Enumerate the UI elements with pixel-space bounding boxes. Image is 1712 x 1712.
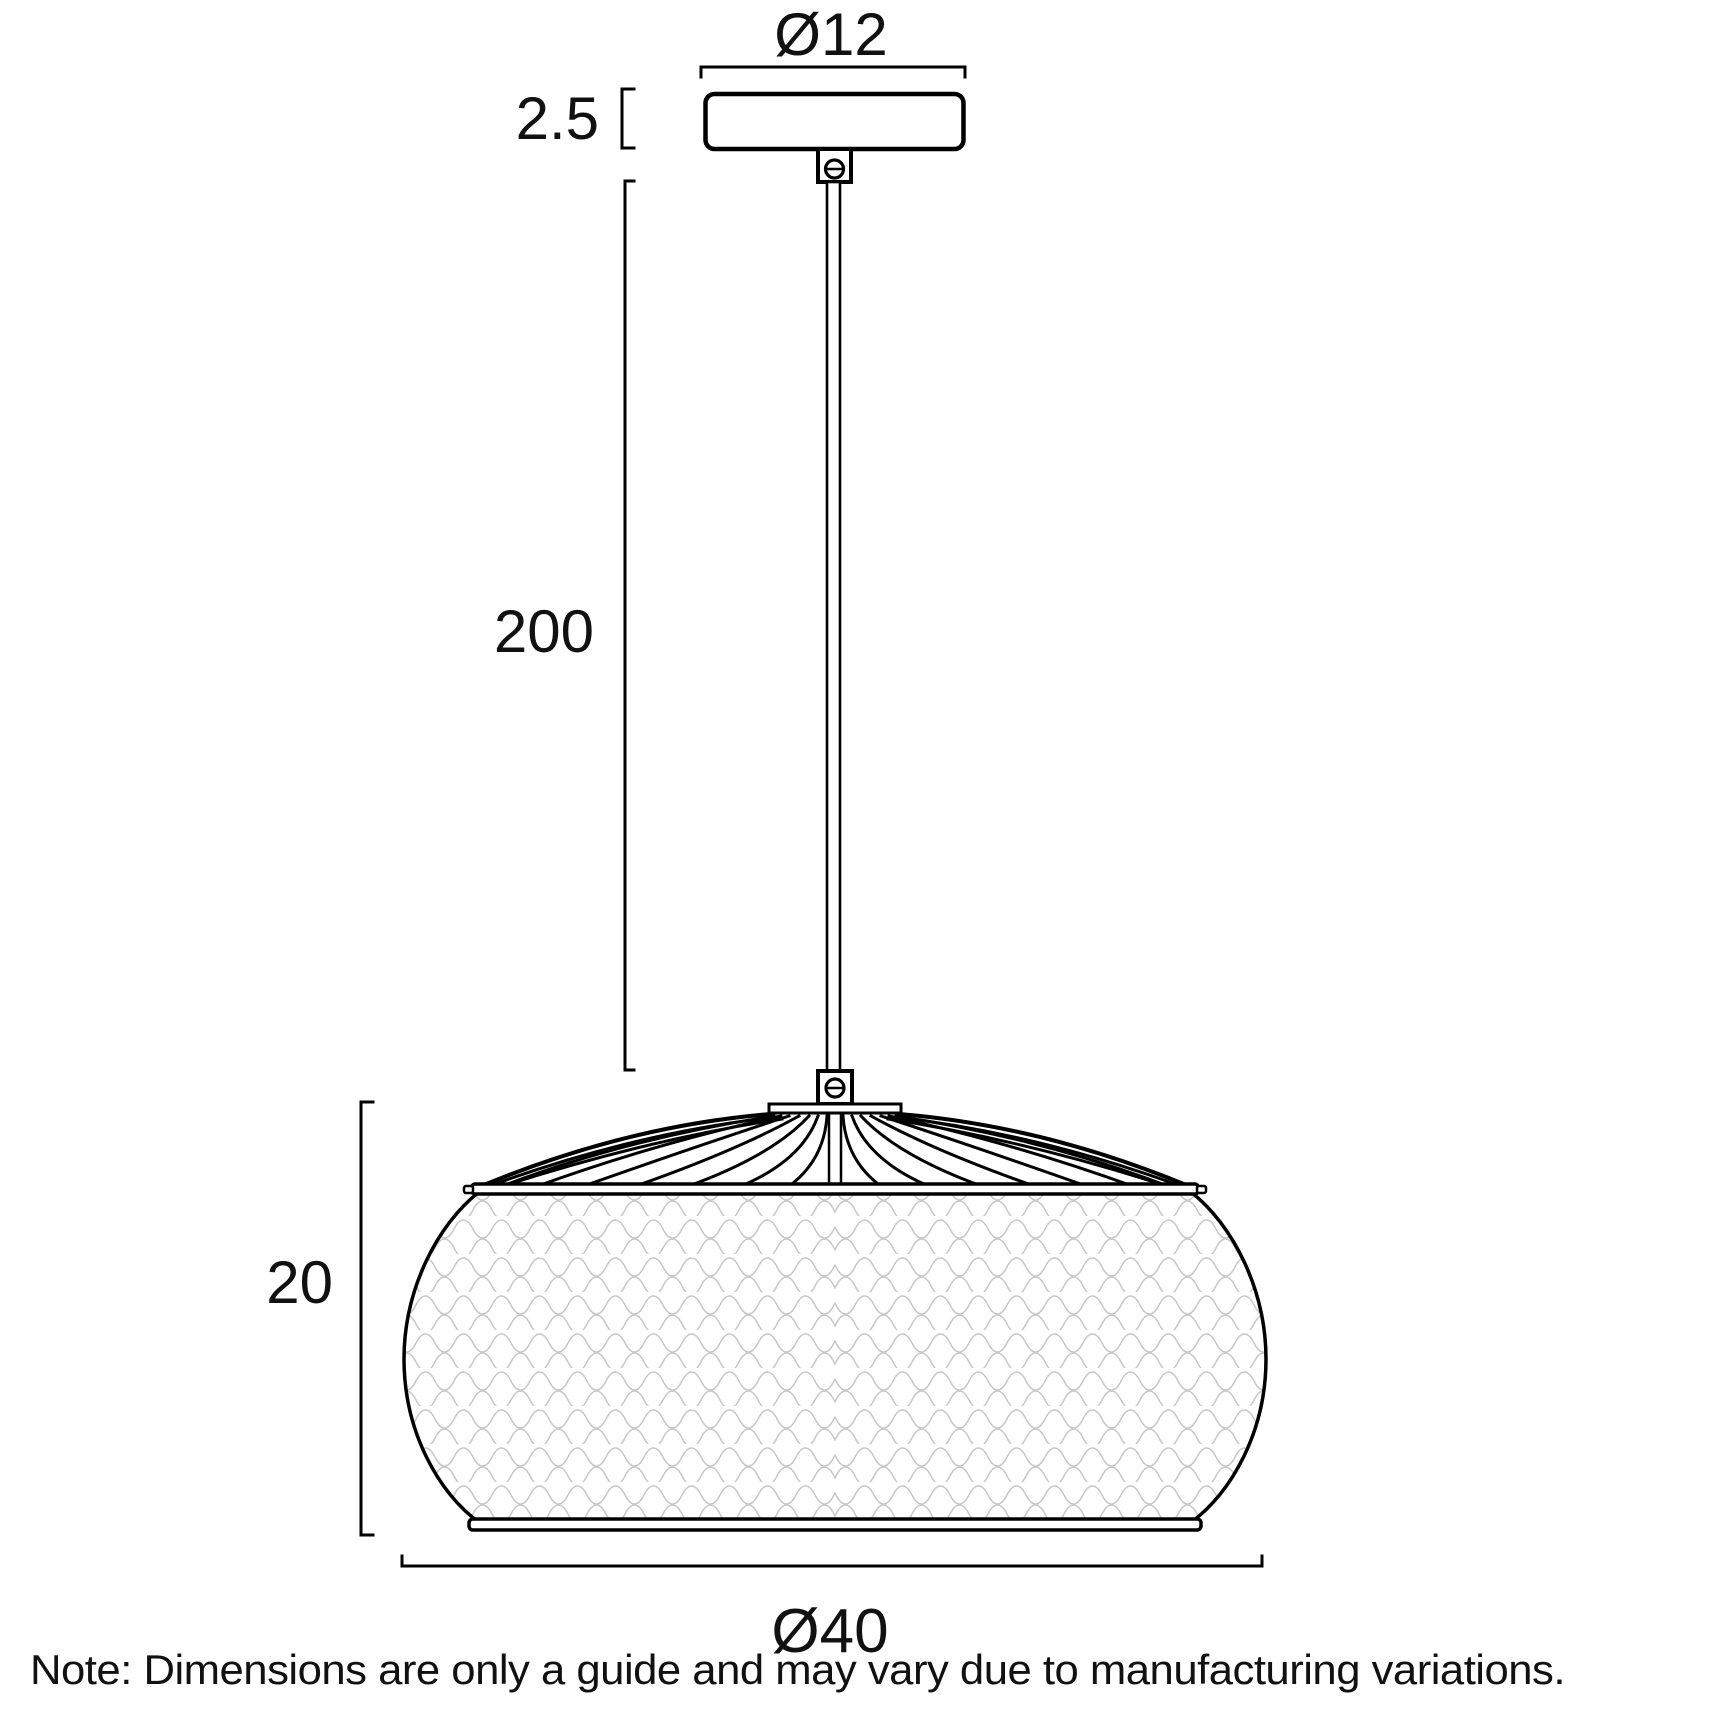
- canopy-height-dim-bracket: [622, 89, 634, 148]
- shade-top-rim: [472, 1184, 1198, 1194]
- weave-texture-left: [404, 1188, 835, 1528]
- ceiling-canopy: [706, 94, 964, 149]
- shade-bottom-rim: [469, 1519, 1201, 1530]
- cage-hub-plate: [769, 1104, 901, 1113]
- shade-top-rim-right-cap: [1197, 1186, 1206, 1193]
- canopy-diameter-label: Ø12: [774, 1, 888, 68]
- note-text: Note: Dimensions are only a guide and may vary due to manufacturing variations.: [30, 1646, 1566, 1693]
- rod-length-label: 200: [493, 598, 594, 665]
- weave-texture-right: [835, 1188, 1266, 1528]
- canopy-height-label: 2.5: [515, 85, 599, 152]
- wire-cage-dome: [479, 1104, 1191, 1189]
- shade-height-dim-bracket: [361, 1102, 373, 1535]
- canopy-diameter-dim-bracket: [701, 67, 965, 77]
- woven-shade-body: [404, 1188, 1266, 1528]
- rod-length-dim-bracket: [625, 181, 634, 1070]
- suspension-rod: [827, 182, 840, 1072]
- shade-diameter-label: Ø40: [771, 1597, 889, 1666]
- shade-top-rim-left-cap: [464, 1186, 473, 1193]
- shade-height-label: 20: [266, 1249, 333, 1316]
- shade-diameter-dim-bracket: [402, 1556, 1262, 1566]
